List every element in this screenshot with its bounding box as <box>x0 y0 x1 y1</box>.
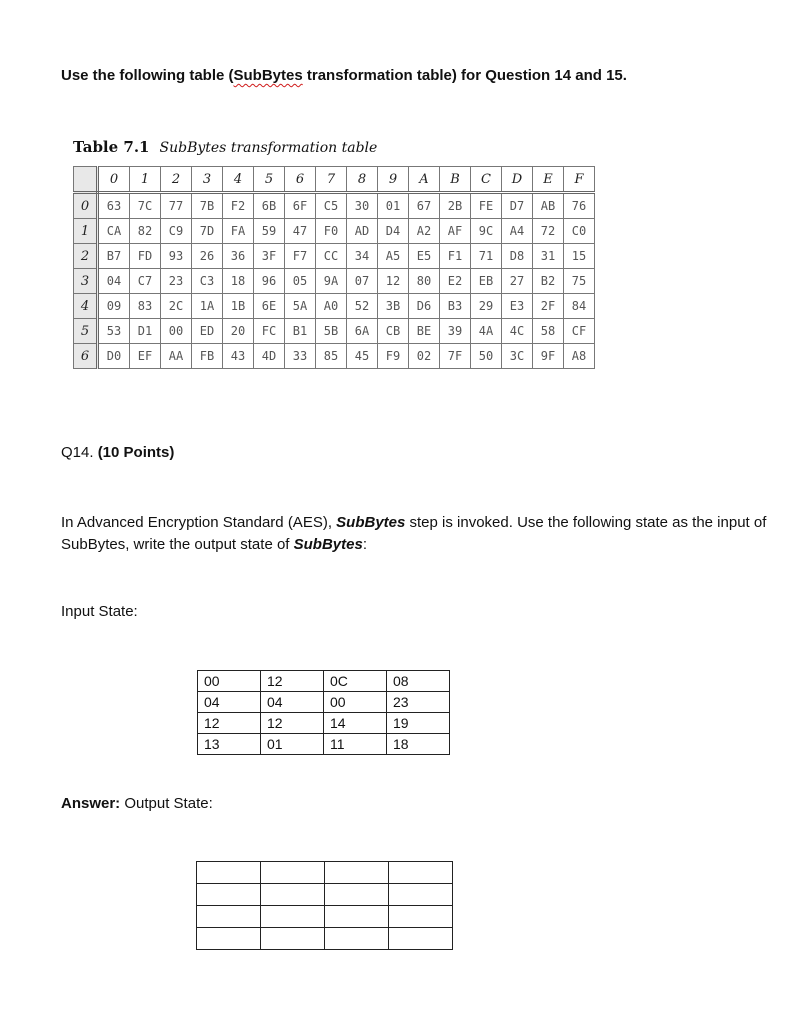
sbox-cell: 31 <box>533 244 564 269</box>
sbox-cell: E3 <box>502 294 533 319</box>
sbox-cell: 02 <box>409 344 440 369</box>
prompt-text: In Advanced Encryption Standard (AES), <box>61 514 337 531</box>
input-state-cell: 00 <box>324 692 387 713</box>
input-state-cell: 08 <box>387 671 450 692</box>
sbox-cell: D1 <box>130 319 161 344</box>
output-state-cell[interactable] <box>389 906 453 928</box>
table-title: SubBytes transformation table <box>159 140 378 156</box>
sbox-cell: 7D <box>192 219 223 244</box>
sbox-cell: F0 <box>316 219 347 244</box>
output-state-cell[interactable] <box>389 928 453 950</box>
sbox-cell: A8 <box>564 344 595 369</box>
sbox-cell: 1A <box>192 294 223 319</box>
sbox-row <box>74 269 595 294</box>
sbox-cell: 85 <box>316 344 347 369</box>
sbox-row <box>74 294 595 319</box>
sbox-cell: B1 <box>285 319 316 344</box>
sbox-cell: F2 <box>223 193 254 219</box>
output-state-cell[interactable] <box>325 884 389 906</box>
input-state-row <box>198 692 450 713</box>
sbox-cell: ED <box>192 319 223 344</box>
sbox-cell: 30 <box>347 193 378 219</box>
sbox-col-header: 1 <box>130 167 161 193</box>
sbox-cell: AB <box>533 193 564 219</box>
input-state-cell: 18 <box>387 734 450 755</box>
sbox-row <box>74 319 595 344</box>
spellcheck-underlined-word: SubBytes <box>233 67 303 84</box>
sbox-cell: 4D <box>254 344 285 369</box>
sbox-cell: 05 <box>285 269 316 294</box>
sbox-cell: 2C <box>161 294 192 319</box>
sbox-cell: 1B <box>223 294 254 319</box>
sbox-col-header: 0 <box>98 167 130 193</box>
sbox-cell: 07 <box>347 269 378 294</box>
input-state-cell: 04 <box>261 692 324 713</box>
sbox-col-header: B <box>440 167 471 193</box>
input-state-cell: 13 <box>198 734 261 755</box>
input-state-cell: 04 <box>198 692 261 713</box>
sbox-cell: 18 <box>223 269 254 294</box>
sbox-row-header: 6 <box>74 344 98 369</box>
input-state-cell: 12 <box>261 713 324 734</box>
output-state-cell[interactable] <box>261 928 325 950</box>
sbox-cell: FE <box>471 193 502 219</box>
sbox-cell: 20 <box>223 319 254 344</box>
sbox-cell: E2 <box>440 269 471 294</box>
answer-label <box>61 795 213 812</box>
question-label <box>61 444 174 461</box>
sbox-cell: C5 <box>316 193 347 219</box>
sbox-cell: FA <box>223 219 254 244</box>
output-state-cell[interactable] <box>261 884 325 906</box>
sbox-cell: A4 <box>502 219 533 244</box>
sbox-cell: B3 <box>440 294 471 319</box>
output-state-row <box>197 928 453 950</box>
sbox-cell: 01 <box>378 193 409 219</box>
sbox-row <box>74 219 595 244</box>
sbox-col-header: 4 <box>223 167 254 193</box>
sbox-col-header: 5 <box>254 167 285 193</box>
sbox-cell: 4C <box>502 319 533 344</box>
output-state-cell[interactable] <box>389 862 453 884</box>
sbox-cell: 6E <box>254 294 285 319</box>
prompt-emphasis: SubBytes <box>336 514 406 531</box>
sbox-cell: F1 <box>440 244 471 269</box>
sbox-cell: C0 <box>564 219 595 244</box>
sbox-cell: D4 <box>378 219 409 244</box>
output-state-cell[interactable] <box>197 884 261 906</box>
input-state-cell: 12 <box>261 671 324 692</box>
sbox-cell: 26 <box>192 244 223 269</box>
sbox-cell: D6 <box>409 294 440 319</box>
answer-text: Output State: <box>120 795 213 812</box>
input-state-cell: 01 <box>261 734 324 755</box>
prompt-text: step is invoked. Use the following state as the input of SubBytes, write the output state of <box>61 514 767 553</box>
sbox-cell: F9 <box>378 344 409 369</box>
input-state-cell: 14 <box>324 713 387 734</box>
sbox-cell: 3B <box>378 294 409 319</box>
sbox-cell: 93 <box>161 244 192 269</box>
input-state-row <box>198 713 450 734</box>
sbox-cell: D8 <box>502 244 533 269</box>
sbox-row <box>74 193 595 219</box>
sbox-col-header: F <box>564 167 595 193</box>
output-state-cell[interactable] <box>325 862 389 884</box>
sbox-cell: B7 <box>98 244 130 269</box>
sbox-col-header: 2 <box>161 167 192 193</box>
sbox-cell: 00 <box>161 319 192 344</box>
sbox-cell: 04 <box>98 269 130 294</box>
instruction-heading <box>61 67 627 84</box>
sbox-header-row <box>74 167 595 193</box>
sbox-cell: AA <box>161 344 192 369</box>
sbox-cell: F7 <box>285 244 316 269</box>
sbox-cell: C7 <box>130 269 161 294</box>
sbox-row <box>74 344 595 369</box>
sbox-col-header: D <box>502 167 533 193</box>
sbox-cell: 50 <box>471 344 502 369</box>
sbox-cell: 76 <box>564 193 595 219</box>
sbox-cell: B2 <box>533 269 564 294</box>
output-state-cell[interactable] <box>325 928 389 950</box>
sbox-col-header: 9 <box>378 167 409 193</box>
sbox-cell: 6F <box>285 193 316 219</box>
sbox-cell: A0 <box>316 294 347 319</box>
sbox-cell: 7C <box>130 193 161 219</box>
sbox-col-header: E <box>533 167 564 193</box>
sbox-cell: D0 <box>98 344 130 369</box>
sbox-cell: 27 <box>502 269 533 294</box>
sbox-cell: C9 <box>161 219 192 244</box>
output-state-cell[interactable] <box>389 884 453 906</box>
sbox-cell: 09 <box>98 294 130 319</box>
sbox-cell: C3 <box>192 269 223 294</box>
sbox-cell: 2B <box>440 193 471 219</box>
output-state-row <box>197 884 453 906</box>
sbox-cell: 34 <box>347 244 378 269</box>
sbox-cell: 9C <box>471 219 502 244</box>
sbox-cell: FC <box>254 319 285 344</box>
sbox-cell: 36 <box>223 244 254 269</box>
sbox-cell: 6B <box>254 193 285 219</box>
sbox-cell: EB <box>471 269 502 294</box>
table-number: Table 7.1 <box>73 138 150 156</box>
sbox-col-header: 6 <box>285 167 316 193</box>
sbox-cell: 33 <box>285 344 316 369</box>
sbox-cell: 67 <box>409 193 440 219</box>
sbox-cell: 58 <box>533 319 564 344</box>
input-state-label: Input State: <box>61 603 138 620</box>
sbox-cell: CC <box>316 244 347 269</box>
output-state-cell[interactable] <box>197 906 261 928</box>
sbox-cell: 83 <box>130 294 161 319</box>
input-state-cell: 12 <box>198 713 261 734</box>
sbox-row-header: 4 <box>74 294 98 319</box>
heading-text-end: transformation table) for Question 14 and 15. <box>302 67 627 84</box>
sbox-cell: 5B <box>316 319 347 344</box>
sbox-cell: 47 <box>285 219 316 244</box>
sbox-cell: A5 <box>378 244 409 269</box>
sbox-cell: CB <box>378 319 409 344</box>
input-state-cell: 23 <box>387 692 450 713</box>
sbox-row-header: 3 <box>74 269 98 294</box>
subbytes-table <box>73 166 595 369</box>
sbox-cell: 84 <box>564 294 595 319</box>
sbox-cell: 39 <box>440 319 471 344</box>
sbox-cell: 9F <box>533 344 564 369</box>
input-state-row <box>198 671 450 692</box>
sbox-cell: 96 <box>254 269 285 294</box>
sbox-cell: 71 <box>471 244 502 269</box>
sbox-col-header: 7 <box>316 167 347 193</box>
sbox-cell: 53 <box>98 319 130 344</box>
sbox-cell: 7B <box>192 193 223 219</box>
sbox-cell: 4A <box>471 319 502 344</box>
sbox-cell: 45 <box>347 344 378 369</box>
table-caption <box>73 138 377 156</box>
sbox-cell: 3C <box>502 344 533 369</box>
sbox-cell: FD <box>130 244 161 269</box>
output-state-cell[interactable] <box>197 862 261 884</box>
sbox-cell: 7F <box>440 344 471 369</box>
sbox-cell: 82 <box>130 219 161 244</box>
output-state-row <box>197 862 453 884</box>
sbox-cell: EF <box>130 344 161 369</box>
sbox-cell: 43 <box>223 344 254 369</box>
prompt-emphasis: SubBytes <box>293 536 363 553</box>
output-state-cell[interactable] <box>261 862 325 884</box>
sbox-cell: 63 <box>98 193 130 219</box>
sbox-col-header: 8 <box>347 167 378 193</box>
question-points: (10 Points) <box>97 444 175 461</box>
sbox-cell: 6A <box>347 319 378 344</box>
input-state-cell: 00 <box>198 671 261 692</box>
heading-text-start: Use the following table ( <box>61 67 234 84</box>
sbox-cell: 23 <box>161 269 192 294</box>
input-state-cell: 11 <box>324 734 387 755</box>
sbox-row-header: 2 <box>74 244 98 269</box>
output-state-table[interactable] <box>196 861 453 950</box>
sbox-cell: 29 <box>471 294 502 319</box>
sbox-cell: FB <box>192 344 223 369</box>
prompt-text: : <box>362 536 367 553</box>
sbox-cell: 5A <box>285 294 316 319</box>
sbox-cell: 72 <box>533 219 564 244</box>
sbox-cell: CA <box>98 219 130 244</box>
sbox-cell: 12 <box>378 269 409 294</box>
sbox-row-header: 5 <box>74 319 98 344</box>
sbox-cell: AF <box>440 219 471 244</box>
sbox-corner-cell <box>74 167 98 193</box>
output-state-cell[interactable] <box>197 928 261 950</box>
sbox-cell: 3F <box>254 244 285 269</box>
output-state-cell[interactable] <box>325 906 389 928</box>
sbox-cell: A2 <box>409 219 440 244</box>
sbox-cell: 75 <box>564 269 595 294</box>
sbox-col-header: A <box>409 167 440 193</box>
input-state-table <box>197 670 450 755</box>
sbox-cell: 2F <box>533 294 564 319</box>
sbox-row-header: 1 <box>74 219 98 244</box>
sbox-cell: D7 <box>502 193 533 219</box>
sbox-cell: 9A <box>316 269 347 294</box>
sbox-row-header: 0 <box>74 193 98 219</box>
sbox-cell: 80 <box>409 269 440 294</box>
sbox-cell: CF <box>564 319 595 344</box>
sbox-col-header: C <box>471 167 502 193</box>
input-state-cell: 0C <box>324 671 387 692</box>
input-state-cell: 19 <box>387 713 450 734</box>
sbox-col-header: 3 <box>192 167 223 193</box>
sbox-cell: 15 <box>564 244 595 269</box>
sbox-cell: E5 <box>409 244 440 269</box>
input-state-row <box>198 734 450 755</box>
answer-prefix: Answer: <box>61 795 121 812</box>
sbox-row <box>74 244 595 269</box>
sbox-cell: AD <box>347 219 378 244</box>
sbox-cell: 77 <box>161 193 192 219</box>
output-state-cell[interactable] <box>261 906 325 928</box>
question-prompt <box>61 512 781 556</box>
question-number: Q14. <box>61 444 98 461</box>
output-state-row <box>197 906 453 928</box>
sbox-cell: BE <box>409 319 440 344</box>
sbox-cell: 59 <box>254 219 285 244</box>
sbox-cell: 52 <box>347 294 378 319</box>
